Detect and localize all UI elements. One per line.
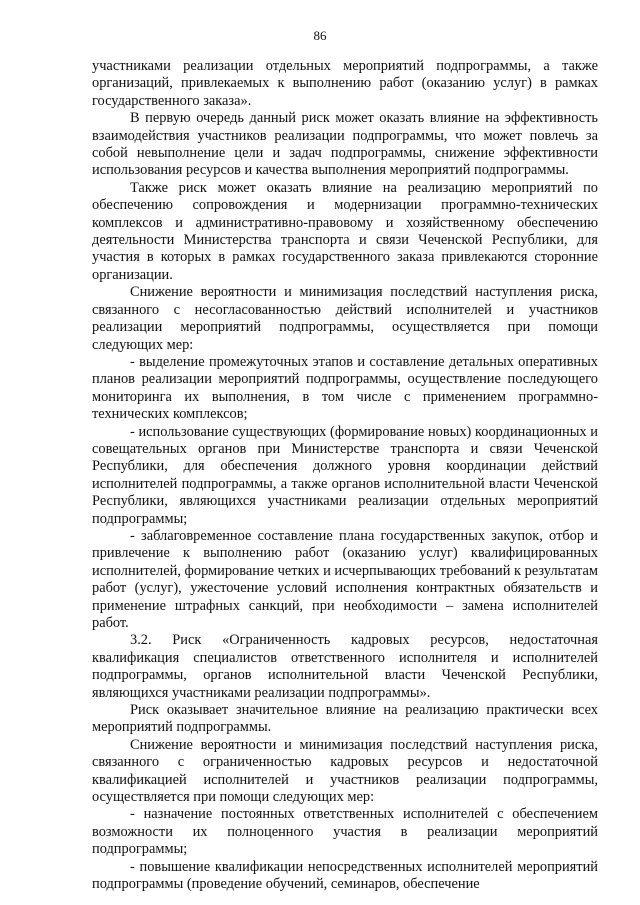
list-item-5: - повышение квалификации непосредственных исполнителей мероприятий подпрограммы (проведение обучений, семинаров, обеспечение (92, 858, 598, 893)
paragraph-4: Снижение вероятности и минимизация последствий наступления риска, связанного с несогласованностью действий исполнителей и участников реализации мероприятий подпрограммы, осуществляется при помощи следующих мер: (92, 284, 598, 353)
section-heading-3-2: 3.2. Риск «Ограниченность кадровых ресурсов, недостаточная квалификация специалистов ответственного исполнителя и исполнителей подпрограммы, органов исполнительной власти Чеченской Республики, являющихся участниками реализации подпрограммы». (92, 632, 598, 701)
paragraph-2: В первую очередь данный риск может оказать влияние на эффективность взаимодействия участников реализации подпрограммы, что может повлечь за собой невыполнение цели и задач подпрограммы, снижение эффективности использования ресурсов и качества выполнения мероприятий подпрограммы. (92, 110, 598, 179)
list-item-2: - использование существующих (формирование новых) координационных и совещательных органов при Министерстве транспорта и связи Чеченской Республики, для обеспечения должного уровня координации действий исполнителей подпрограммы, а также органов исполнительной власти Чеченской Республики, являющихся участниками реализации отдельных мероприятий подпрограммы; (92, 423, 598, 527)
paragraph-1: участниками реализации отдельных мероприятий подпрограммы, а также организаций, привлекаемых к выполнению работ (оказанию услуг) в рамках государственного заказа». (92, 58, 598, 109)
list-item-4: - назначение постоянных ответственных исполнителей с обеспечением возможности их полноценного участия в реализации мероприятий подпрограммы; (92, 806, 598, 858)
paragraph-6: Снижение вероятности и минимизация последствий наступления риска, связанного с ограниченностью кадровых ресурсов и недостаточной квалификацией исполнителей и участников реализации подпрограммы, осуществляется при помощи следующих мер: (92, 736, 598, 806)
list-item-3: - заблаговременное составление плана государственных закупок, отбор и привлечение к выполнению работ (оказанию услуг) квалифицированных исполнителей, формирование четких и исчерпывающих требований к результатам работ (услуг), ужесточение условий исполнения контрактных обязательств и применение штрафных санкций, при необходимости – замена исполнителей работ. (92, 527, 598, 631)
paragraph-3: Также риск может оказать влияние на реализацию мероприятий по обеспечению сопровождения и модернизации программно-технических комплексов и административно-правовому и хозяйственному обеспечению деятельности Министерства транспорта и связи Чеченской Республики, для участия в которых в рамках государственного заказа привлекаются сторонние организации. (92, 179, 598, 283)
list-item-1: - выделение промежуточных этапов и составление детальных оперативных планов реализации мероприятий подпрограммы, осуществление последующего мониторинга их выполнения, в том числе с применением программно-технических комплексов; (92, 353, 598, 423)
paragraph-5: Риск оказывает значительное влияние на реализацию практически всех мероприятий подпрограммы. (92, 702, 598, 736)
page-number: 86 (313, 28, 327, 43)
document-body (92, 58, 598, 894)
